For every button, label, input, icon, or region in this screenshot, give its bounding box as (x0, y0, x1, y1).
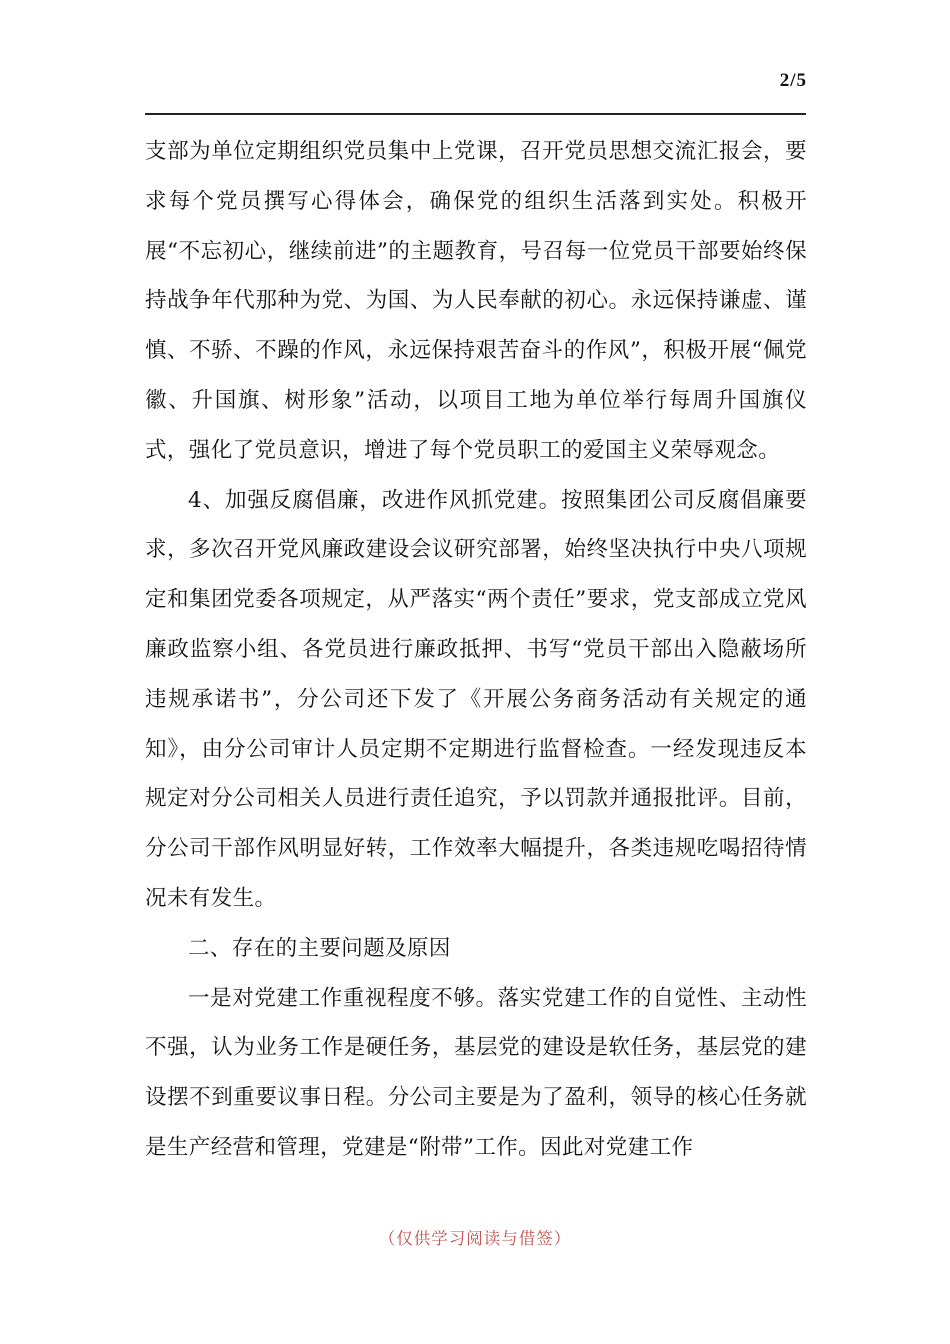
footer-note: （仅供学习阅读与借签） (378, 1229, 572, 1248)
page-number: 2/5 (779, 70, 807, 91)
header-divider (145, 113, 806, 115)
section-heading-problems: 二、存在的主要问题及原因 (188, 935, 451, 961)
paragraph-problem-one: 一是对党建工作重视程度不够。落实党建工作的自觉性、主动性不强，认为业务工作是硬任务，基层党的建设是软任务，基层党的建设摆不到重要议事日程。分公司主要是为了盈利，领导的核心任务就是生产经营和管理，党建是“附带”工作。因此对党建工作 (145, 985, 807, 1160)
paragraph-anti-corruption: 4、加强反腐倡廉，改进作风抓党建。按照集团公司反腐倡廉要求，多次召开党风廉政建设会议研究部署，始终坚决执行中央八项规定和集团党委各项规定，从严落实“两个责任”要求，党支部成立党风廉政监察小组、各党员进行廉政抵押、书写“党员干部出入隐蔽场所违规承诺书”，分公司还下发了《开展公务商务活动有关规定的通知》，由分公司审计人员定期不定期进行监督检查。一经发现违反本规定对分公司相关人员进行责任追究，予以罚款并通报批评。目前，分公司干部作风明显好转，工作效率大幅提升，各类违规吃喝招待情况未有发生。 (145, 487, 807, 911)
paragraph-continued: 支部为单位定期组织党员集中上党课，召开党员思想交流汇报会，要求每个党员撰写心得体会，确保党的组织生活落到实处。积极开展“不忘初心，继续前进”的主题教育，号召每一位党员干部要始终保持战争年代那种为党、为国、为人民奉献的初心。永远保持谦虚、谨慎、不骄、不躁的作风，永远保持艰苦奋斗的作风”，积极开展“佩党徽、升国旗、树形象”活动，以项目工地为单位举行每周升国旗仪式，强化了党员意识，增进了每个党员职工的爱国主义荣辱观念。 (145, 139, 807, 463)
document-body (145, 127, 807, 1173)
